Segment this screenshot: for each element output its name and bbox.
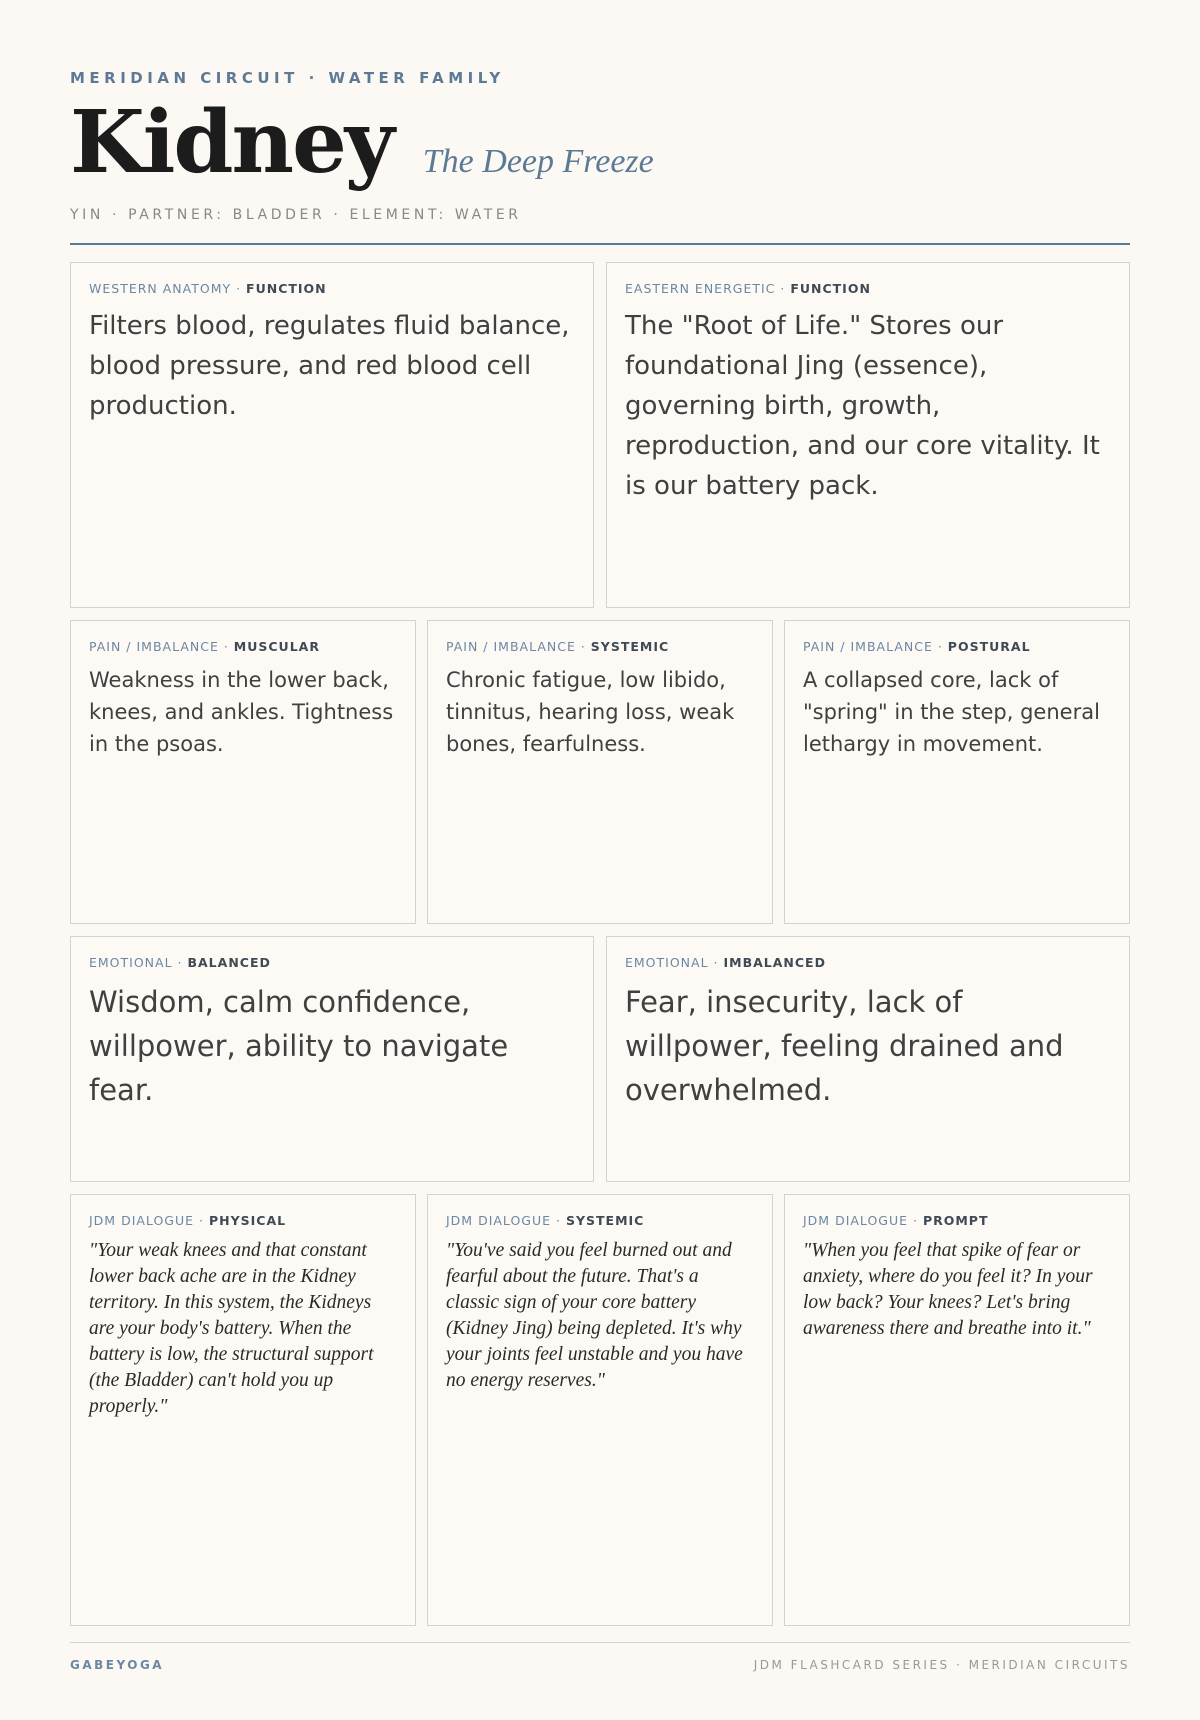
card-category: WESTERN ANATOMY [89, 281, 232, 296]
card-eastern-function [606, 262, 1130, 608]
card-text: Filters blood, regulates fluid balance, blood pressure, and red blood cell production. [89, 311, 570, 421]
card-category: PAIN / IMBALANCE [803, 639, 933, 654]
card-label: PAIN / IMBALANCE · SYSTEMIC [446, 639, 670, 654]
card-quote: "When you feel that spike of fear or anxiety, where do you feel it? In your low back? Your knees? Let's bring awareness there and breathe into it." [803, 1240, 1093, 1339]
header-divider [70, 243, 1130, 245]
card-label: EMOTIONAL · IMBALANCED [625, 955, 826, 970]
card-category: EMOTIONAL [625, 955, 709, 970]
card-label: PAIN / IMBALANCE · MUSCULAR [89, 639, 320, 654]
card-pain-postural [784, 620, 1130, 924]
title-row [70, 92, 654, 193]
card-category: PAIN / IMBALANCE [446, 639, 576, 654]
card-dialogue-systemic [427, 1194, 773, 1626]
card-emotional-imbalanced [606, 936, 1130, 1182]
card-subcategory: IMBALANCED [723, 955, 826, 970]
card-text: A collapsed core, lack of "spring" in the step, general lethargy in movement. [803, 668, 1100, 756]
card-label: EMOTIONAL · BALANCED [89, 955, 271, 970]
card-text: Wisdom, calm confidence, willpower, ability to navigate fear. [89, 985, 509, 1107]
card-pain-muscular [70, 620, 416, 924]
card-text: Weakness in the lower back, knees, and ankles. Tightness in the psoas. [89, 668, 394, 756]
card-label: WESTERN ANATOMY · FUNCTION [89, 281, 327, 296]
card-subcategory: PROMPT [922, 1213, 989, 1228]
card-subcategory: FUNCTION [246, 281, 327, 296]
card-text: Fear, insecurity, lack of willpower, feeling drained and overwhelmed. [625, 985, 1064, 1107]
card-label: JDM DIALOGUE · SYSTEMIC [446, 1213, 645, 1228]
card-subcategory: BALANCED [187, 955, 271, 970]
card-subcategory: SYSTEMIC [590, 639, 670, 654]
page-title: Kidney [70, 92, 393, 193]
series-name: JDM FLASHCARD SERIES · MERIDIAN CIRCUITS [753, 1658, 1130, 1672]
card-western-function [70, 262, 594, 608]
card-category: JDM DIALOGUE [803, 1213, 909, 1228]
card-dialogue-prompt [784, 1194, 1130, 1626]
series-eyebrow: MERIDIAN CIRCUIT · WATER FAMILY [70, 69, 505, 87]
card-text: Chronic fatigue, low libido, tinnitus, hearing loss, weak bones, fearfulness. [446, 668, 735, 756]
meridian-meta: YIN · PARTNER: BLADDER · ELEMENT: WATER [70, 207, 522, 223]
card-subcategory: POSTURAL [947, 639, 1031, 654]
card-subcategory: SYSTEMIC [565, 1213, 645, 1228]
card-quote: "You've said you feel burned out and fearful about the future. That's a classic sign of your core battery (Kidney Jing) being depleted. It's why your joints feel unstable and you have no energy reserves." [446, 1240, 743, 1391]
footer-divider [70, 1642, 1130, 1643]
card-subcategory: PHYSICAL [208, 1213, 287, 1228]
card-category: JDM DIALOGUE [446, 1213, 552, 1228]
card-category: EMOTIONAL [89, 955, 173, 970]
card-label: JDM DIALOGUE · PHYSICAL [89, 1213, 287, 1228]
card-quote: "Your weak knees and that constant lower back ache are in the Kidney territory. In this system, the Kidneys are your body's battery. When the battery is low, the structural support (the Bladder) can't hold you up properly." [89, 1240, 374, 1417]
card-category: EASTERN ENERGETIC [625, 281, 776, 296]
card-subcategory: MUSCULAR [233, 639, 320, 654]
card-label: PAIN / IMBALANCE · POSTURAL [803, 639, 1031, 654]
card-label: JDM DIALOGUE · PROMPT [803, 1213, 989, 1228]
brand-name: GABEYOGA [70, 1658, 165, 1672]
card-pain-systemic [427, 620, 773, 924]
card-dialogue-physical [70, 1194, 416, 1626]
card-emotional-balanced [70, 936, 594, 1182]
card-category: PAIN / IMBALANCE [89, 639, 219, 654]
card-subcategory: FUNCTION [790, 281, 871, 296]
card-category: JDM DIALOGUE [89, 1213, 195, 1228]
card-label: EASTERN ENERGETIC · FUNCTION [625, 281, 871, 296]
card-text: The "Root of Life." Stores our foundational Jing (essence), governing birth, growth, reproduction, and our core vitality. It is our battery pack. [625, 311, 1100, 501]
flashcard-page [70, 0, 1130, 1720]
page-subtitle: The Deep Freeze [422, 143, 654, 180]
